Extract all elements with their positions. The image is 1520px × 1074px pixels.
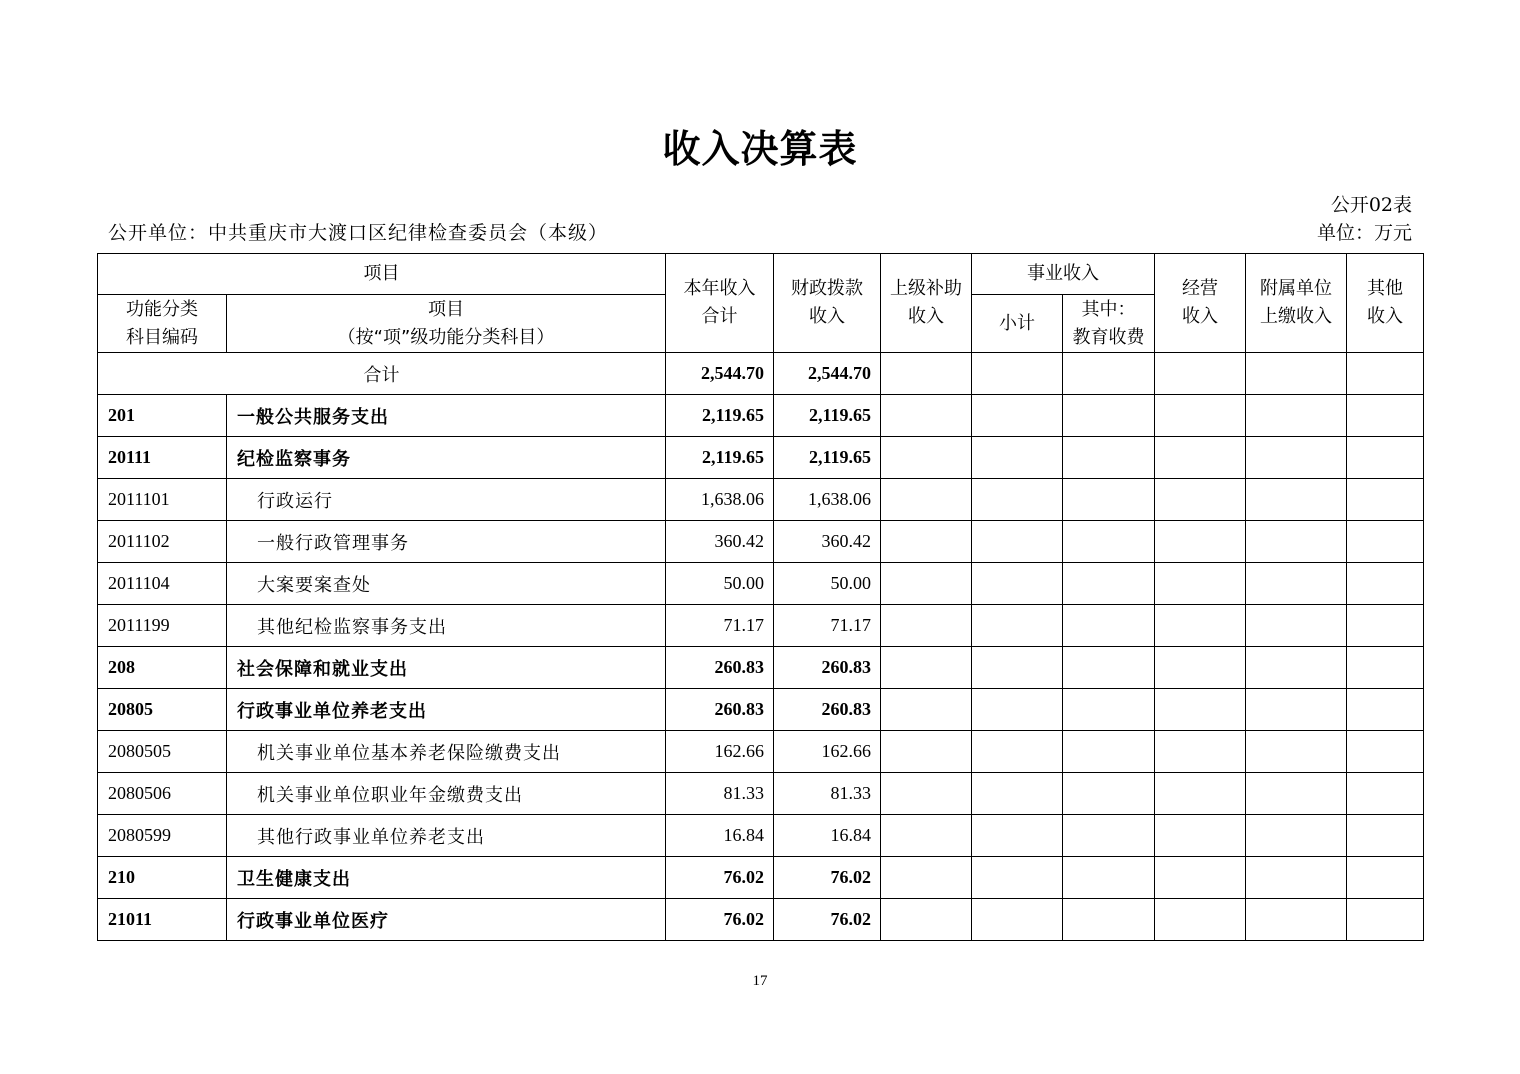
table-row bbox=[98, 437, 1424, 479]
header-item bbox=[227, 295, 666, 353]
empty-cell bbox=[972, 689, 1063, 731]
row-fiscal-income: 260.83 bbox=[774, 689, 881, 731]
table-row bbox=[98, 815, 1424, 857]
empty-cell bbox=[1063, 731, 1155, 773]
empty-cell bbox=[881, 563, 972, 605]
row-code: 2011102 bbox=[98, 521, 227, 563]
empty-cell bbox=[972, 353, 1063, 395]
empty-cell bbox=[1246, 689, 1347, 731]
header-code bbox=[98, 295, 227, 353]
header-affiliate-line1: 附属单位 bbox=[1260, 278, 1332, 299]
row-total-income: 50.00 bbox=[666, 563, 774, 605]
empty-cell bbox=[1347, 437, 1424, 479]
table-header bbox=[98, 254, 1424, 353]
empty-cell bbox=[1246, 773, 1347, 815]
empty-cell bbox=[1155, 353, 1246, 395]
empty-cell bbox=[1347, 353, 1424, 395]
header-superior-subsidy bbox=[881, 254, 972, 353]
row-total-income: 76.02 bbox=[666, 899, 774, 941]
row-code: 2080505 bbox=[98, 731, 227, 773]
row-item-name: 行政事业单位养老支出 bbox=[227, 689, 666, 731]
row-fiscal-income: 162.66 bbox=[774, 731, 881, 773]
row-total-income: 260.83 bbox=[666, 647, 774, 689]
row-total-income: 162.66 bbox=[666, 731, 774, 773]
table-row bbox=[98, 479, 1424, 521]
row-fiscal-income: 76.02 bbox=[774, 857, 881, 899]
empty-cell bbox=[1063, 479, 1155, 521]
row-fiscal-income: 50.00 bbox=[774, 563, 881, 605]
reporting-unit: 公开单位：中共重庆市大渡口区纪律检查委员会（本级） bbox=[108, 222, 609, 244]
empty-cell bbox=[881, 857, 972, 899]
page-number: 17 bbox=[752, 973, 768, 989]
empty-cell bbox=[881, 605, 972, 647]
header-other-line2: 收入 bbox=[1367, 306, 1403, 327]
empty-cell bbox=[1063, 563, 1155, 605]
empty-cell bbox=[972, 857, 1063, 899]
empty-cell bbox=[1246, 479, 1347, 521]
header-education-fees bbox=[1063, 295, 1155, 353]
empty-cell bbox=[972, 815, 1063, 857]
empty-cell bbox=[1155, 731, 1246, 773]
row-item-name: 行政运行 bbox=[227, 479, 666, 521]
empty-cell bbox=[972, 521, 1063, 563]
table-row bbox=[98, 773, 1424, 815]
empty-cell bbox=[1347, 605, 1424, 647]
row-fiscal-income: 76.02 bbox=[774, 899, 881, 941]
empty-cell bbox=[1155, 647, 1246, 689]
row-code: 2011101 bbox=[98, 479, 227, 521]
empty-cell bbox=[972, 605, 1063, 647]
empty-cell bbox=[972, 395, 1063, 437]
header-edu-line2: 教育收费 bbox=[1072, 326, 1145, 348]
empty-cell bbox=[1246, 857, 1347, 899]
empty-cell bbox=[1063, 647, 1155, 689]
row-total-income: 81.33 bbox=[666, 773, 774, 815]
empty-cell bbox=[1155, 563, 1246, 605]
row-code: 20805 bbox=[98, 689, 227, 731]
header-fiscal-line2: 收入 bbox=[809, 306, 845, 327]
currency-unit: 单位：万元 bbox=[1316, 222, 1412, 244]
row-fiscal-income: 260.83 bbox=[774, 647, 881, 689]
empty-cell bbox=[1063, 521, 1155, 563]
empty-cell bbox=[1246, 605, 1347, 647]
empty-cell bbox=[1347, 689, 1424, 731]
empty-cell bbox=[1347, 395, 1424, 437]
empty-cell bbox=[1155, 773, 1246, 815]
row-code: 210 bbox=[98, 857, 227, 899]
header-total-income bbox=[666, 254, 774, 353]
row-code: 20111 bbox=[98, 437, 227, 479]
header-other-line1: 其他 bbox=[1367, 278, 1403, 299]
empty-cell bbox=[972, 647, 1063, 689]
row-total-income: 2,119.65 bbox=[666, 395, 774, 437]
table-row bbox=[98, 857, 1424, 899]
table-row bbox=[98, 731, 1424, 773]
table-row bbox=[98, 647, 1424, 689]
empty-cell bbox=[1155, 395, 1246, 437]
row-item-name: 纪检监察事务 bbox=[227, 437, 666, 479]
row-fiscal-income: 71.17 bbox=[774, 605, 881, 647]
empty-cell bbox=[1347, 731, 1424, 773]
header-superior-line2: 收入 bbox=[908, 306, 944, 327]
empty-cell bbox=[1155, 899, 1246, 941]
empty-cell bbox=[1347, 647, 1424, 689]
row-total-income: 71.17 bbox=[666, 605, 774, 647]
empty-cell bbox=[1246, 353, 1347, 395]
row-total-income: 260.83 bbox=[666, 689, 774, 731]
header-edu-line1: 其中： bbox=[1081, 298, 1136, 320]
empty-cell bbox=[1246, 731, 1347, 773]
row-item-name: 其他纪检监察事务支出 bbox=[227, 605, 666, 647]
empty-cell bbox=[1155, 605, 1246, 647]
empty-cell bbox=[972, 773, 1063, 815]
empty-cell bbox=[1246, 647, 1347, 689]
header-superior-line1: 上级补助 bbox=[890, 278, 962, 299]
empty-cell bbox=[881, 395, 972, 437]
row-code: 2080506 bbox=[98, 773, 227, 815]
row-fiscal-income: 2,119.65 bbox=[774, 395, 881, 437]
header-business-subtotal: 小计 bbox=[972, 295, 1063, 353]
empty-cell bbox=[1063, 773, 1155, 815]
empty-cell bbox=[1347, 773, 1424, 815]
header-operating-income bbox=[1155, 254, 1246, 353]
row-code: 2011104 bbox=[98, 563, 227, 605]
table-row bbox=[98, 605, 1424, 647]
empty-cell bbox=[972, 437, 1063, 479]
empty-cell bbox=[881, 353, 972, 395]
header-fiscal-line1: 财政拨款 bbox=[791, 278, 863, 299]
header-item-line1: 项目 bbox=[428, 298, 464, 320]
empty-cell bbox=[881, 437, 972, 479]
empty-cell bbox=[1347, 479, 1424, 521]
empty-cell bbox=[1347, 521, 1424, 563]
empty-cell bbox=[881, 647, 972, 689]
empty-cell bbox=[1063, 689, 1155, 731]
empty-cell bbox=[881, 689, 972, 731]
table-row bbox=[98, 689, 1424, 731]
row-item-name: 卫生健康支出 bbox=[227, 857, 666, 899]
table-row bbox=[98, 899, 1424, 941]
empty-cell bbox=[1155, 689, 1246, 731]
header-code-line1: 功能分类 bbox=[126, 298, 198, 320]
empty-cell bbox=[1246, 437, 1347, 479]
header-other-income bbox=[1347, 254, 1424, 353]
empty-cell bbox=[1155, 815, 1246, 857]
row-code: 21011 bbox=[98, 899, 227, 941]
row-total-income: 360.42 bbox=[666, 521, 774, 563]
empty-cell bbox=[1246, 899, 1347, 941]
empty-cell bbox=[1246, 815, 1347, 857]
row-code: 208 bbox=[98, 647, 227, 689]
row-item-name: 大案要案查处 bbox=[227, 563, 666, 605]
empty-cell bbox=[1063, 353, 1155, 395]
empty-cell bbox=[1347, 899, 1424, 941]
header-project-group: 项目 bbox=[98, 254, 666, 295]
row-total-income: 1,638.06 bbox=[666, 479, 774, 521]
empty-cell bbox=[1246, 395, 1347, 437]
table-row bbox=[98, 563, 1424, 605]
header-operating-line1: 经营 bbox=[1182, 278, 1218, 299]
empty-cell bbox=[1155, 857, 1246, 899]
row-code: 201 bbox=[98, 395, 227, 437]
empty-cell bbox=[1347, 857, 1424, 899]
row-code: 2011199 bbox=[98, 605, 227, 647]
table-number: 公开02表 bbox=[1330, 194, 1412, 216]
row-item-name: 一般公共服务支出 bbox=[227, 395, 666, 437]
header-total-income-line2: 合计 bbox=[701, 306, 738, 327]
empty-cell bbox=[1063, 605, 1155, 647]
row-code: 2080599 bbox=[98, 815, 227, 857]
row-item-name: 一般行政管理事务 bbox=[227, 521, 666, 563]
row-fiscal-income: 16.84 bbox=[774, 815, 881, 857]
empty-cell bbox=[1063, 437, 1155, 479]
row-fiscal-income: 1,638.06 bbox=[774, 479, 881, 521]
row-total-income: 2,119.65 bbox=[666, 437, 774, 479]
header-code-line2: 科目编码 bbox=[126, 326, 198, 348]
empty-cell bbox=[972, 731, 1063, 773]
empty-cell bbox=[1155, 479, 1246, 521]
empty-cell bbox=[1063, 899, 1155, 941]
empty-cell bbox=[1246, 521, 1347, 563]
total-row bbox=[98, 353, 1424, 395]
total-label: 合计 bbox=[98, 353, 666, 395]
table-row bbox=[98, 395, 1424, 437]
empty-cell bbox=[1155, 437, 1246, 479]
row-item-name: 机关事业单位基本养老保险缴费支出 bbox=[227, 731, 666, 773]
empty-cell bbox=[881, 899, 972, 941]
header-total-income-line1: 本年收入 bbox=[683, 278, 756, 299]
header-business-income-group: 事业收入 bbox=[972, 254, 1155, 295]
empty-cell bbox=[881, 731, 972, 773]
header-affiliate-income bbox=[1246, 254, 1347, 353]
empty-cell bbox=[881, 815, 972, 857]
row-total-income: 16.84 bbox=[666, 815, 774, 857]
empty-cell bbox=[972, 563, 1063, 605]
page-title: 收入决算表 bbox=[662, 127, 858, 171]
row-item-name: 社会保障和就业支出 bbox=[227, 647, 666, 689]
empty-cell bbox=[1063, 857, 1155, 899]
empty-cell bbox=[1246, 563, 1347, 605]
empty-cell bbox=[972, 479, 1063, 521]
header-fiscal-income bbox=[774, 254, 881, 353]
row-item-name: 机关事业单位职业年金缴费支出 bbox=[227, 773, 666, 815]
row-item-name: 行政事业单位医疗 bbox=[227, 899, 666, 941]
row-total-income: 76.02 bbox=[666, 857, 774, 899]
empty-cell bbox=[1063, 815, 1155, 857]
table-row bbox=[98, 521, 1424, 563]
empty-cell bbox=[972, 899, 1063, 941]
row-item-name: 其他行政事业单位养老支出 bbox=[227, 815, 666, 857]
empty-cell bbox=[1347, 563, 1424, 605]
income-final-accounts-table bbox=[97, 253, 1424, 941]
empty-cell bbox=[1063, 395, 1155, 437]
header-item-line2: （按“项”级功能分类科目） bbox=[337, 326, 555, 348]
empty-cell bbox=[1155, 521, 1246, 563]
empty-cell bbox=[1347, 815, 1424, 857]
empty-cell bbox=[881, 773, 972, 815]
header-affiliate-line2: 上缴收入 bbox=[1260, 306, 1332, 327]
row-fiscal-income: 81.33 bbox=[774, 773, 881, 815]
row-fiscal-income: 2,119.65 bbox=[774, 437, 881, 479]
row-fiscal-income: 360.42 bbox=[774, 521, 881, 563]
empty-cell bbox=[881, 521, 972, 563]
empty-cell bbox=[881, 479, 972, 521]
table-body bbox=[98, 353, 1424, 941]
total-income-cell: 2,544.70 bbox=[666, 353, 774, 395]
total-fiscal-cell: 2,544.70 bbox=[774, 353, 881, 395]
header-operating-line2: 收入 bbox=[1182, 306, 1218, 327]
